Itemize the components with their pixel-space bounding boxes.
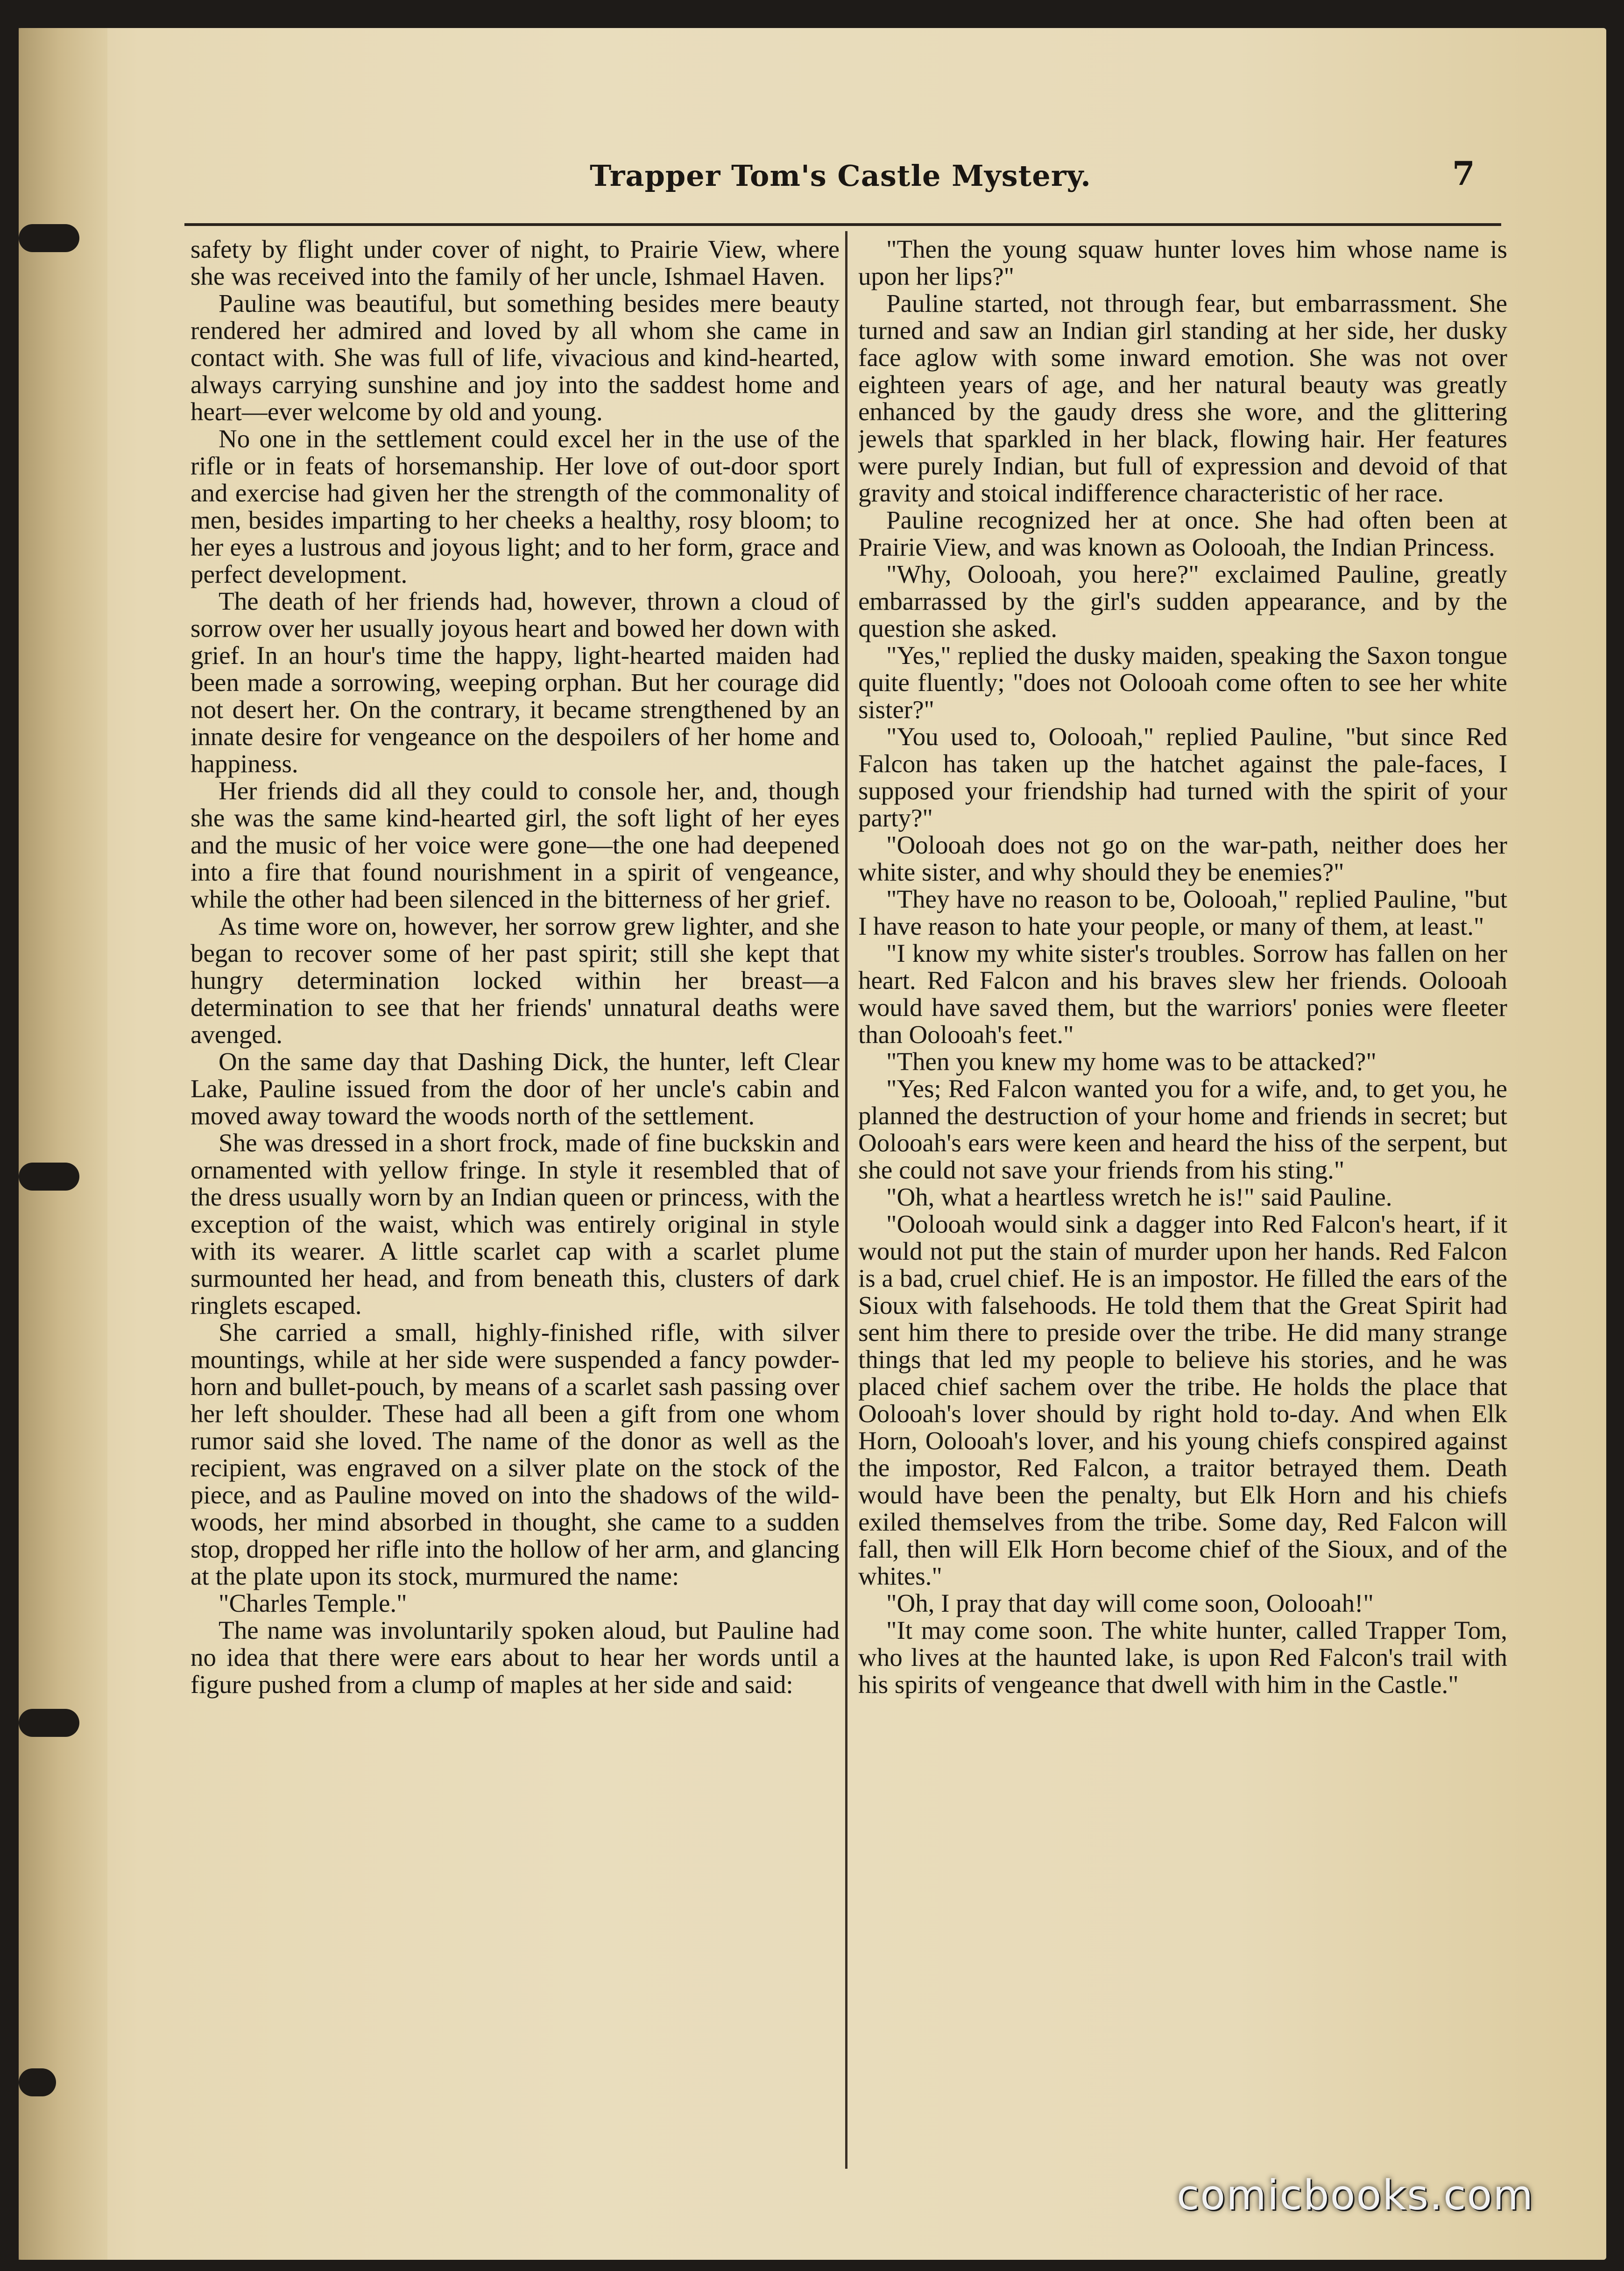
- paragraph: "Yes," replied the dusky maiden, speaking the Saxon tongue quite fluently; "does not Oolooah come often to see her white sister?": [858, 641, 1507, 724]
- paragraph: Pauline was beautiful, but something besides mere beauty rendered her admired and loved by all whom she came in contact with. She was full of life, vivacious and kind-hearted, always carrying sunshine and joy into the saddest home and heart—ever welcome by old and young.: [191, 289, 840, 426]
- right-column: [858, 236, 1507, 2169]
- running-title: Trapper Tom's Castle Mystery.: [590, 159, 1091, 193]
- paragraph: The name was involuntarily spoken aloud, but Pauline had no idea that there were ears about to hear her words until a figure pushed from a clump of maples at her side and said:: [191, 1616, 840, 1699]
- paragraph: "They have no reason to be, Oolooah," replied Pauline, "but I have reason to hate your people, or many of them, at least.": [858, 885, 1507, 940]
- paragraph: She carried a small, highly-finished rifle, with silver mountings, while at her side were suspended a fancy powder-horn and bullet-pouch, by means of a scarlet sash passing over her left shoulder. These had all been a gift from one whom rumor said she loved. The name of the donor as well as the recipient, was engraved on a silver plate on the stock of the piece, and as Pauline moved on into the shadows of the wild-woods, her mind absorbed in thought, she came to a sudden stop, dropped her rifle into the hollow of her arm, and glancing at the plate upon its stock, murmured the name:: [191, 1318, 840, 1590]
- paragraph: The death of her friends had, however, thrown a cloud of sorrow over her usually joyous heart and bowed her down with grief. In an hour's time the happy, light-hearted maiden had been made a sorrowing, weeping orphan. But her courage did not desert her. On the contrary, it became strengthened by an innate desire for vengeance on the despoilers of her home and happiness.: [191, 587, 840, 778]
- staple: [19, 2068, 56, 2096]
- paragraph: She was dressed in a short frock, made of fine buckskin and ornamented with yellow fringe. In style it resembled that of the dress usually worn by an Indian queen or princess, with the exception of the waist, which was entirely original in style with its wearer. A little scarlet cap with a scarlet plume surmounted her head, and from beneath this, clusters of dark ringlets escaped.: [191, 1128, 840, 1319]
- paragraph: "Charles Temple.": [219, 1589, 407, 1617]
- paragraph: As time wore on, however, her sorrow grew lighter, and she began to recover some of her past spirit; still she kept that hungry determination locked within her breast—a determination to see that her friends' unnatural deaths were avenged.: [191, 912, 840, 1049]
- paragraph: "Oh, what a heartless wretch he is!" said Pauline.: [886, 1183, 1392, 1211]
- paragraph: "Then the young squaw hunter loves him whose name is upon her lips?": [858, 236, 1507, 290]
- paragraph: "It may come soon. The white hunter, called Trapper Tom, who lives at the haunted lake, is upon Red Falcon's trail with his spirits of vengeance that dwell with him in the Castle.": [858, 1616, 1507, 1699]
- paragraph: On the same day that Dashing Dick, the hunter, left Clear Lake, Pauline issued from the door of her uncle's cabin and moved away toward the woods north of the settlement.: [191, 1047, 840, 1130]
- paragraph: "I know my white sister's troubles. Sorrow has fallen on her heart. Red Falcon and his braves slew her friends. Oolooah would have saved them, but the warriors' ponies were fleeter than Oolooah's feet.": [858, 939, 1507, 1049]
- page-number: 7: [1452, 154, 1475, 193]
- paragraph: "Oolooah does not go on the war-path, neither does her white sister, and why should they be enemies?": [858, 831, 1507, 886]
- header-rule: [184, 223, 1501, 226]
- paragraph: Her friends did all they could to console her, and, though she was the same kind-hearted girl, the soft light of her eyes and the music of her voice were gone—the one had deepened into a fire that found nourishment in a spirit of vengeance, while the other had been silenced in the bitterness of her grief.: [191, 776, 840, 913]
- paragraph: "Why, Oolooah, you here?" exclaimed Pauline, greatly embarrassed by the girl's sudden appearance, and by the question she asked.: [858, 560, 1507, 642]
- column-divider: [845, 231, 847, 2169]
- paragraph: "You used to, Oolooah," replied Pauline, "but since Red Falcon has taken up the hatchet against the pale-faces, I supposed your friendship had turned with the spirit of your party?": [858, 722, 1507, 832]
- staple: [19, 1163, 79, 1191]
- paragraph: "Oh, I pray that day will come soon, Oolooah!": [886, 1589, 1374, 1617]
- paragraph: "Oolooah would sink a dagger into Red Falcon's heart, if it would not put the stain of murder upon her hands. Red Falcon is a bad, cruel chief. He is an impostor. He filled the ears of the Sioux with falsehoods. He told them that the Great Spirit had sent him there to preside over the tribe. He did many strange things that led my people to believe his stories, and he was placed chief sachem over the tribe. He holds the place that Oolooah's lover should by right hold to-day. And when Elk Horn, Oolooah's lover, and his young chiefs conspired against the impostor, Red Falcon, a traitor betrayed them. Death would have been the penalty, but Elk Horn and his chiefs exiled themselves from the tribe. Some day, Red Falcon will fall, then will Elk Horn become chief of the Sioux, and of the whites.": [858, 1210, 1507, 1590]
- binding-fold: [19, 28, 107, 2260]
- watermark: comicbooks.com: [1177, 2171, 1534, 2219]
- paragraph: No one in the settlement could excel her in the use of the rifle or in feats of horsemanship. Her love of out-door sport and exercise had given her the strength of the commonality of men, besides imparting to her cheeks a healthy, rosy bloom; to her eyes a lustrous and joyous light; and to her form, grace and perfect development.: [191, 424, 840, 588]
- paragraph: safety by flight under cover of night, to Prairie View, where she was received into the family of her uncle, Ishmael Haven.: [191, 236, 840, 290]
- left-column: [191, 236, 840, 2169]
- staple: [19, 224, 79, 252]
- paragraph: Pauline recognized her at once. She had often been at Prairie View, and was known as Oolooah, the Indian Princess.: [858, 506, 1507, 561]
- paragraph: "Then you knew my home was to be attacked?": [886, 1047, 1377, 1076]
- staple: [19, 1709, 79, 1737]
- paragraph: "Yes; Red Falcon wanted you for a wife, and, to get you, he planned the destruction of your home and friends in secret; but Oolooah's ears were keen and heard the hiss of the serpent, but she could not save your friends from his sting.": [858, 1074, 1507, 1184]
- paragraph: Pauline started, not through fear, but embarrassment. She turned and saw an Indian girl standing at her side, her dusky face aglow with some inward emotion. She was not over eighteen years of age, and her natural beauty was greatly enhanced by the gaudy dress she wore, and the glittering jewels that sparkled in her black, flowing hair. Her features were purely Indian, but full of expression and devoid of that gravity and stoical indifference characteristic of her race.: [858, 289, 1507, 507]
